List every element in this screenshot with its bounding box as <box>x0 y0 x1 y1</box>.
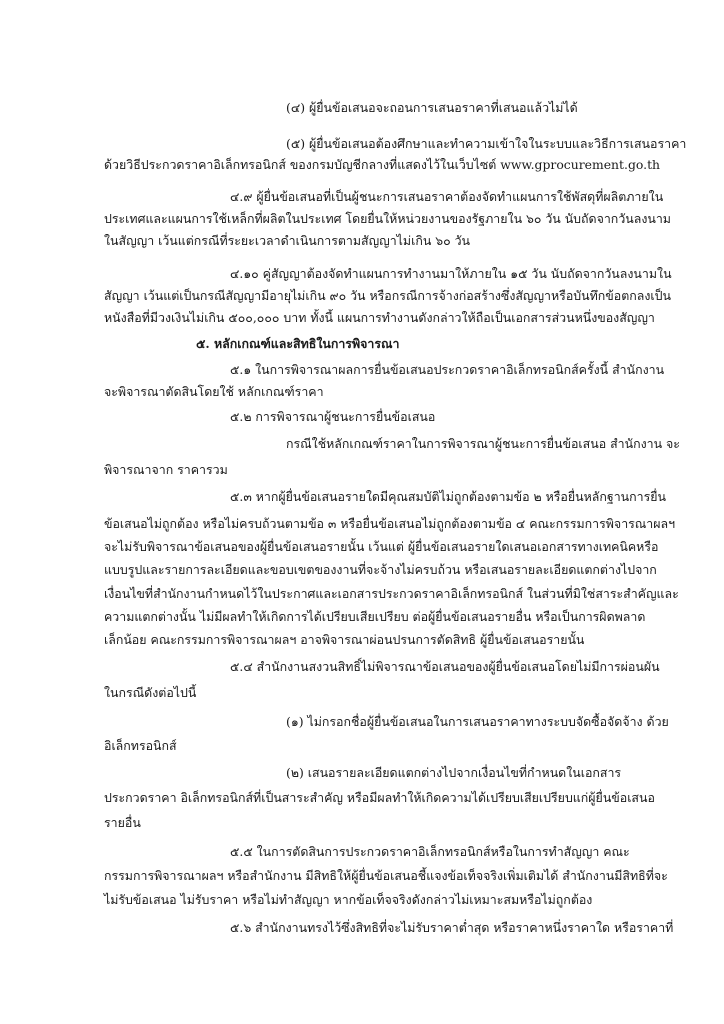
clause-5-6: ๕.๖ สำนักงานทรงไว้ซึ่งสิทธิที่จะไม่รับราคาต่ำสุด หรือราคาหนึ่งราคาใด หรือราคาที่ <box>230 920 674 935</box>
clause-4-10-cont-2: หนังสือที่มีวงเงินไม่เกิน ๕๐๐,๐๐๐ บาท ทั้งนี้ แผนการทำงานดังกล่าวให้ถือเป็นเอกสารส่วนหนึ่งของสัญญา <box>104 310 655 325</box>
clause-5-3-cont-5: ความแตกต่างนั้น ไม่มีผลทำให้เกิดการได้เปรียบเสียเปรียบ ต่อผู้ยื่นข้อเสนอรายอื่น หรือเป็นการผิดพลาด <box>104 609 646 624</box>
clause-5-5-cont-1: กรรมการพิจารณาผลฯ หรือสำนักงาน มีสิทธิให้ผู้ยื่นข้อเสนอชี้แจงข้อเท็จจริงเพิ่มเติมได้ สำนักงานมีสิทธิที่จะ <box>104 868 668 883</box>
clause-5-4: ๕.๔ สำนักงานสงวนสิทธิ์ไม่พิจารณาข้อเสนอของผู้ยื่นข้อเสนอโดยไม่มีการผ่อนผัน <box>230 659 660 674</box>
clause-5-5-cont-2: ไม่รับข้อเสนอ ไม่รับราคา หรือไม่ทำสัญญา หากข้อเท็จจริงดังกล่าวไม่เหมาะสมหรือไม่ถูกต้อง <box>104 892 593 907</box>
clause-5-1: ๕.๑ ในการพิจารณาผลการยื่นข้อเสนอประกวดราคาอิเล็กทรอนิกส์ครั้งนี้ สำนักงาน <box>230 362 665 377</box>
clause-5-3: ๕.๓ หากผู้ยื่นข้อเสนอรายใดมีคุณสมบัติไม่ถูกต้องตามข้อ ๒ หรือยื่นหลักฐานการยื่น <box>230 489 666 504</box>
clause-5-3-cont-2: จะไม่รับพิจารณาข้อเสนอของผู้ยื่นข้อเสนอรายนั้น เว้นแต่ ผู้ยื่นข้อเสนอรายใดเสนอเอกสารทางเทคนิคหรือ <box>104 539 659 554</box>
clause-5-3-cont-6: เล็กน้อย คณะกรรมการพิจารณาผลฯ อาจพิจารณาผ่อนปรนการตัดสิทธิ ผู้ยื่นข้อเสนอรายนั้น <box>104 632 585 647</box>
clause-5-4-2-cont-2: รายอื่น <box>104 815 141 830</box>
clause-4-10-cont-1: สัญญา เว้นแต่เป็นกรณีสัญญามีอายุไม่เกิน ๙๐ วัน หรือกรณีการจ้างก่อสร้างซึ่งสัญญาหรือบันทึกข้อตกลงเป็น <box>104 288 671 303</box>
clause-4-8-4: (๔) ผู้ยื่นข้อเสนอจะถอนการเสนอราคาที่เสนอแล้วไม่ได้ <box>286 100 578 115</box>
clause-5-4-2-cont-1: ประกวดราคา อิเล็กทรอนิกส์ที่เป็นสาระสำคัญ หรือมีผลทำให้เกิดความได้เปรียบเสียเปรียบแก่ผู้ยื่นข้อเสนอ <box>104 790 655 805</box>
clause-5-4-2: (๒) เสนอรายละเอียดแตกต่างไปจากเงื่อนไขที่กำหนดในเอกสาร <box>286 765 622 780</box>
clause-4-10: ๔.๑๐ คู่สัญญาต้องจัดทำแผนการทำงานมาให้ภายใน ๑๕ วัน นับถัดจากวันลงนามใน <box>230 266 672 281</box>
section-5-heading: ๕. หลักเกณฑ์และสิทธิในการพิจารณา <box>196 336 400 351</box>
clause-5-4-cont: ในกรณีดังต่อไปนี้ <box>104 685 197 700</box>
clause-4-8-5: (๕) ผู้ยื่นข้อเสนอต้องศึกษาและทำความเข้าใจในระบบและวิธีการเสนอราคา <box>286 136 687 151</box>
clause-4-8-5-cont: ด้วยวิธีประกวดราคาอิเล็กทรอนิกส์ ของกรมบัญชีกลางที่แสดงไว้ในเว็บไซต์ www.gprocurement.go.th <box>104 157 661 172</box>
clause-4-9: ๔.๙ ผู้ยื่นข้อเสนอที่เป็นผู้ชนะการเสนอราคาต้องจัดทำแผนการใช้พัสดุที่ผลิตภายใน <box>230 189 664 204</box>
clause-5-2: ๕.๒ การพิจารณาผู้ชนะการยื่นข้อเสนอ <box>230 409 436 424</box>
clause-4-9-cont-2: ในสัญญา เว้นแต่กรณีที่ระยะเวลาดำเนินการตามสัญญาไม่เกิน ๖๐ วัน <box>104 233 471 248</box>
clause-5-4-1-cont: อิเล็กทรอนิกส์ <box>104 738 177 753</box>
clause-5-3-cont-3: แบบรูปและรายการละเอียดและขอบเขตของงานที่จะจ้างไม่ครบถ้วน หรือเสนอรายละเอียดแตกต่างไปจาก <box>104 562 657 577</box>
clause-5-1-cont: จะพิจารณาตัดสินโดยใช้ หลักเกณฑ์ราคา <box>104 384 324 399</box>
clause-5-3-cont-1: ข้อเสนอไม่ถูกต้อง หรือไม่ครบถ้วนตามข้อ ๓ หรือยื่นข้อเสนอไม่ถูกต้องตามข้อ ๔ คณะกรรมการพิจารณาผลฯ <box>104 516 676 531</box>
clause-5-5: ๕.๕ ในการตัดสินการประกวดราคาอิเล็กทรอนิกส์หรือในการทำสัญญา คณะ <box>230 844 630 859</box>
clause-5-2-cont: พิจารณาจาก ราคารวม <box>104 462 228 477</box>
clause-5-2-detail: กรณีใช้หลักเกณฑ์ราคาในการพิจารณาผู้ชนะการยื่นข้อเสนอ สำนักงาน จะ <box>286 436 680 451</box>
clause-5-3-cont-4: เงื่อนไขที่สำนักงานกำหนดไว้ในประกาศและเอกสารประกวดราคาอิเล็กทรอนิกส์ ในส่วนที่มิใช่สาระสำคัญและ <box>104 586 679 601</box>
clause-4-9-cont-1: ประเทศและแผนการใช้เหล็กที่ผลิตในประเทศ โดยยื่นให้หน่วยงานของรัฐภายใน ๖๐ วัน นับถัดจากวันลงนาม <box>104 211 671 226</box>
clause-5-4-1: (๑) ไม่กรอกชื่อผู้ยื่นข้อเสนอในการเสนอราคาทางระบบจัดซื้อจัดจ้าง ด้วย <box>286 714 669 729</box>
